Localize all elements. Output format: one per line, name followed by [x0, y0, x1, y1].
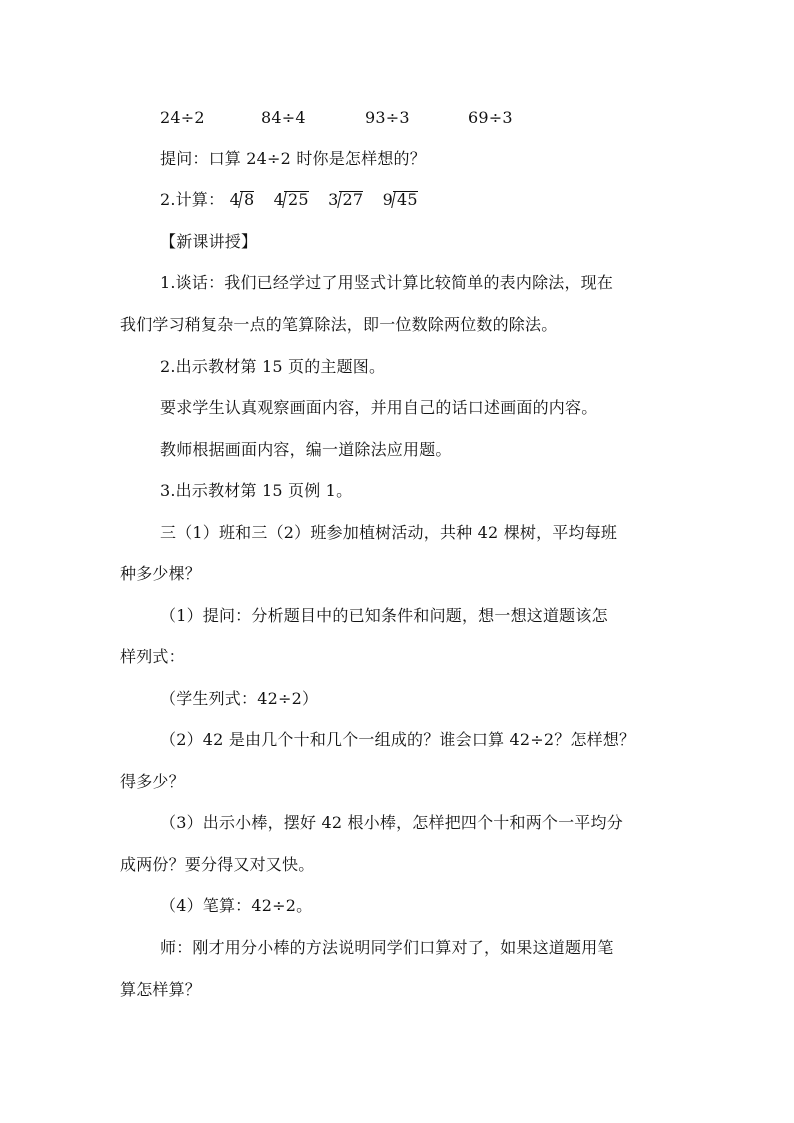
teacher-line-2: 算怎样算？	[120, 980, 202, 999]
step-1-line-2: 样列式：	[120, 647, 185, 666]
step-4: （4）笔算：42÷2。	[160, 896, 313, 915]
step-1-line-1: （1）提问：分析题目中的已知条件和问题，想一想这道题该怎	[160, 606, 608, 625]
divisor: 4	[273, 190, 285, 209]
long-division-3	[328, 190, 363, 210]
question-oral-method: 提问：口算 24÷2 时你是怎样想的？	[160, 149, 426, 168]
step-2-line-2: 得多少？	[120, 772, 185, 791]
dividend: 27	[339, 191, 364, 208]
problem-line-2: 种多少棵？	[120, 564, 202, 583]
paragraph-theme-image: 2.出示教材第 15 页的主题图。	[160, 357, 386, 376]
problem-line-1: 三（1）班和三（2）班参加植树活动，共种 42 棵树，平均每班	[160, 523, 618, 542]
oral-item: 69÷3	[468, 108, 513, 127]
section-heading-new-lesson: 【新课讲授】	[160, 232, 258, 251]
oral-item: 84÷4	[261, 108, 306, 127]
step-3-line-2: 成两份？要分得又对又快。	[120, 855, 315, 874]
divisor: 4	[229, 190, 240, 209]
paragraph-talk-line-2: 我们学习稍复杂一点的笔算除法，即一位数除两位数的除法。	[120, 315, 558, 334]
oral-item: 24÷2	[160, 108, 205, 127]
compute-exercise	[160, 190, 432, 210]
step-2-line-1: （2）42 是由几个十和几个一组成的？谁会口算 42÷2？怎样想？	[160, 730, 636, 749]
compute-label: 2.计算：	[160, 190, 225, 209]
divisor: 9	[382, 190, 393, 209]
long-division-2	[274, 190, 309, 210]
teacher-line-1: 师：刚才用分小棒的方法说明同学们口算对了，如果这道题用笔	[160, 938, 614, 957]
divisor: 3	[328, 190, 339, 209]
student-equation: （学生列式：42÷2）	[160, 689, 319, 708]
paragraph-observe: 要求学生认真观察画面内容，并用自己的话口述画面的内容。	[160, 398, 598, 417]
paragraph-example-1: 3.出示教材第 15 页例 1。	[160, 481, 353, 500]
step-3-line-1: （3）出示小棒，摆好 42 根小棒，怎样把四个十和两个一平均分	[160, 813, 623, 832]
paragraph-talk-line-1: 1.谈话：我们已经学过了用竖式计算比较简单的表内除法，现在	[160, 273, 614, 292]
long-division-1	[230, 190, 255, 210]
dividend: 8	[240, 191, 254, 208]
long-division-4	[383, 190, 418, 210]
dividend: 25	[284, 191, 309, 208]
oral-item: 93÷3	[365, 108, 410, 127]
dividend: 45	[393, 191, 418, 208]
paragraph-teacher-problem: 教师根据画面内容，编一道除法应用题。	[160, 440, 452, 459]
oral-calculation-row	[160, 108, 560, 128]
